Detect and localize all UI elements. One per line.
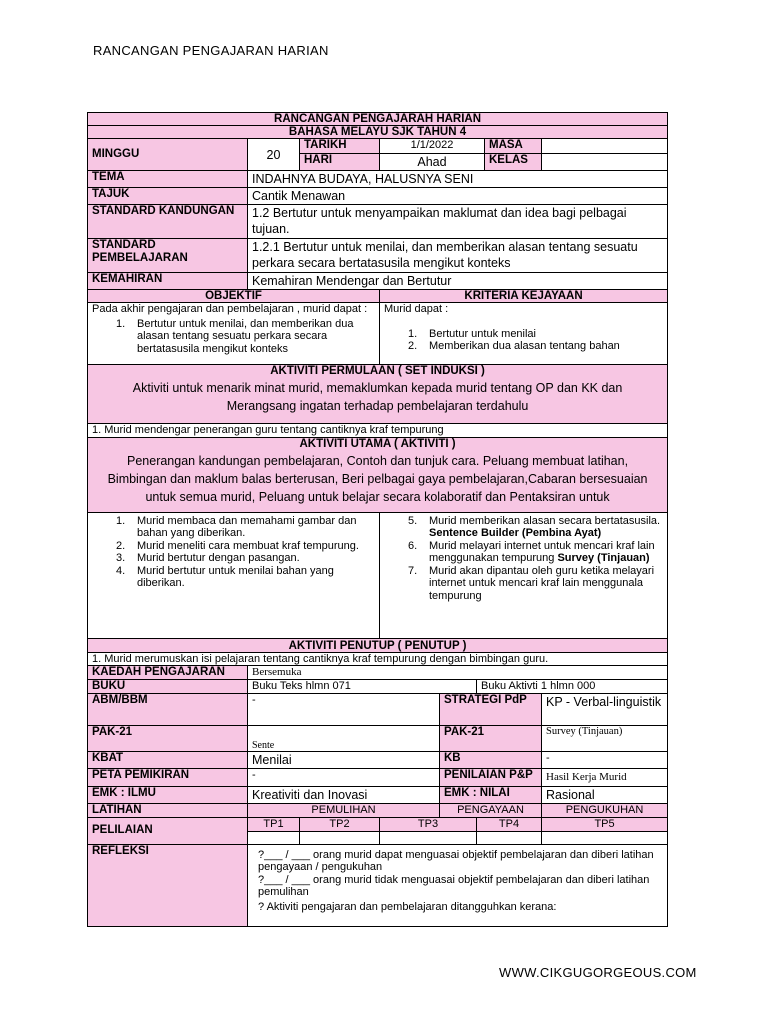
abm-value: - (248, 694, 440, 726)
sk-value: 1.2 Bertutur untuk menyampaikan maklumat dan idea bagi pelbagai tujuan. (248, 205, 668, 239)
pak21b-value: Survey (Tinjauan) (542, 726, 668, 752)
utama-item: 2. Murid meneliti cara membuat kraf tempurung. (116, 539, 359, 552)
strategi-value: KP - Verbal-linguistik (542, 694, 668, 726)
objektif-content (88, 303, 380, 365)
penilaian-label: PENILAIAN P&P (440, 769, 542, 787)
penilaian-value: Hasil Kerja Murid (542, 769, 668, 787)
refleksi-line: ?___ / ___ orang murid dapat menguasai objektif pembelajaran dan diberi latihan pengayaan / pengukuhan (258, 848, 654, 873)
abm-label: ABM/BBM (88, 694, 248, 726)
tp3-value (380, 831, 477, 844)
kemahiran-label: KEMAHIRAN (88, 273, 248, 290)
pelilaian-label: PELILAIAN (88, 818, 248, 845)
pak21-label: PAK-21 (88, 726, 248, 752)
buku-label: BUKU (88, 680, 248, 694)
latihan-pengukuhan: PENGUKUHAN (542, 804, 668, 818)
utama-left-list (88, 512, 380, 638)
kriteria-item: 1. Bertutur untuk menilai (408, 327, 536, 340)
rph-form (87, 112, 667, 927)
kriteria-heading: KRITERIA KEJAYAAN (380, 290, 668, 303)
tarikh-label: TARIKH (300, 139, 380, 154)
emk-nilai-value: Rasional (542, 787, 668, 804)
hari-value: Ahad (380, 154, 485, 171)
tp3: TP3 (380, 818, 477, 832)
objektif-heading: OBJEKTIF (88, 290, 380, 303)
tarikh-value: 1/1/2022 (380, 139, 485, 154)
permulaan-section (88, 365, 668, 424)
minggu-value: 20 (248, 139, 300, 171)
tp5: TP5 (542, 818, 668, 832)
refleksi-line: ? Aktiviti pengajaran dan pembelajaran ditangguhkan kerana: (258, 900, 557, 913)
tp5-value (542, 831, 668, 844)
latihan-label: LATIHAN (88, 804, 248, 818)
refleksi-line: ?___ / ___ orang murid tidak menguasai objektif pembelajaran dan diberi latihan pemulihan (258, 873, 650, 898)
tajuk-label: TAJUK (88, 188, 248, 205)
permulaan-heading: AKTIVITI PERMULAAN ( SET INDUKSI ) (94, 365, 661, 377)
utama-item: 3. Murid bertutur dengan pasangan. (116, 552, 300, 564)
rph-table (87, 112, 668, 927)
tp4: TP4 (477, 818, 542, 832)
hari-label: HARI (300, 154, 380, 171)
page-header: RANCANGAN PENGAJARAN HARIAN (93, 43, 329, 58)
kelas-label: KELAS (485, 154, 542, 171)
kb-value: - (542, 752, 668, 769)
utama-section (88, 437, 668, 512)
utama-right-list (380, 512, 668, 638)
kriteria-item: 2. Memberikan dua alasan tentang bahan (408, 340, 620, 352)
emk-nilai-label: EMK : NILAI (440, 787, 542, 804)
kb-label: KB (440, 752, 542, 769)
masa-value (542, 139, 668, 154)
sp-value: 1.2.1 Bertutur untuk menilai, dan memberikan alasan tentang sesuatu perkara secara bertatasusila mengikut konteks (248, 239, 668, 273)
kriteria-intro: Murid dapat : (384, 303, 449, 315)
latihan-pemulihan: PEMULIHAN (248, 804, 440, 818)
peta-value: - (248, 769, 440, 787)
kelas-value (542, 154, 668, 171)
kaedah-value: Bersemuka (248, 666, 668, 680)
buku-value-aktiviti: Buku Aktivti 1 hlmn 000 (477, 680, 668, 694)
kbat-value: Menilai (248, 752, 440, 769)
masa-label: MASA (485, 139, 542, 154)
sk-label: STANDARD KANDUNGAN (88, 205, 248, 239)
kbat-label: KBAT (88, 752, 248, 769)
pak21-value: Sente (248, 726, 440, 752)
tp2-value (300, 831, 380, 844)
penutup-heading: AKTIVITI PENUTUP ( PENUTUP ) (88, 638, 668, 652)
strategi-label: STRATEGI PdP (440, 694, 542, 726)
utama-item: 7. Murid akan dipantau oleh guru ketika melayari internet untuk mencari kraf lain menggunala tempurung (408, 564, 655, 602)
permulaan-desc: Aktiviti untuk menarik minat murid, memaklumkan kepada murid tentang OP dan KK dan Merangsang ingatan terhadap pembelajaran terdahulu (132, 381, 623, 413)
utama-item: 4. Murid bertutur untuk menilai bahan yang diberikan. (116, 564, 334, 589)
refleksi-content (248, 844, 668, 926)
utama-item: 6. Murid melayari internet untuk mencari kraf lain menggunakan tempurung Survey (Tinjauan) (408, 539, 655, 564)
tp4-value (477, 831, 542, 844)
tp1-value (248, 831, 300, 844)
form-title: RANCANGAN PENGAJARAH HARIAN (88, 113, 668, 126)
objektif-item: 1. Bertutur untuk menilai, dan memberikan dua alasan tentang sesuatu perkara secara bertatasusila mengikut konteks (116, 317, 354, 355)
penutup-item: 1. Murid merumuskan isi pelajaran tentang cantiknya kraf tempurung dengan bimbingan guru. (88, 652, 668, 666)
sp-label: STANDARD PEMBELAJARAN (88, 239, 248, 273)
tema-value: INDAHNYA BUDAYA, HALUSNYA SENI (248, 171, 668, 188)
utama-desc: Penerangan kandungan pembelajaran, Contoh dan tunjuk cara. Peluang membuat latihan, Bimbingan dan maklum balas berterusan, Beri pelbagai gaya pembelajaran,Cabaran bersesuaian untuk semua murid, Peluang untuk belajar secara kolaboratif dan Pentaksiran untuk (107, 453, 648, 504)
emk-ilmu-value: Kreativiti dan Inovasi (248, 787, 440, 804)
utama-item: 5. Murid memberikan alasan secara bertatasusila. Sentence Builder (Pembina Ayat) (408, 514, 661, 539)
buku-value-teks: Buku Teks hlmn 071 (248, 680, 477, 694)
utama-heading: AKTIVITI UTAMA ( AKTIVITI ) (94, 438, 661, 450)
tp1: TP1 (248, 818, 300, 832)
permulaan-item: 1. Murid mendengar penerangan guru tentang cantiknya kraf tempurung (88, 424, 668, 438)
peta-label: PETA PEMIKIRAN (88, 769, 248, 787)
latihan-pengayaan: PENGAYAAN (440, 804, 542, 818)
objektif-intro: Pada akhir pengajaran dan pembelajaran , murid dapat : (92, 303, 368, 315)
tema-label: TEMA (88, 171, 248, 188)
refleksi-label: REFLEKSI (88, 844, 248, 926)
kemahiran-value: Kemahiran Mendengar dan Bertutur (248, 273, 668, 290)
page-footer: WWW.CIKGUGORGEOUS.COM (499, 965, 697, 980)
form-subtitle: BAHASA MELAYU SJK TAHUN 4 (88, 126, 668, 139)
emk-ilmu-label: EMK : ILMU (88, 787, 248, 804)
tajuk-value: Cantik Menawan (248, 188, 668, 205)
kriteria-content (380, 303, 668, 365)
minggu-label: MINGGU (88, 139, 248, 171)
kaedah-label: KAEDAH PENGAJARAN (88, 666, 248, 680)
utama-item: 1. Murid membaca dan memahami gambar dan bahan yang diberikan. (116, 514, 357, 539)
tp2: TP2 (300, 818, 380, 832)
pak21b-label: PAK-21 (440, 726, 542, 752)
